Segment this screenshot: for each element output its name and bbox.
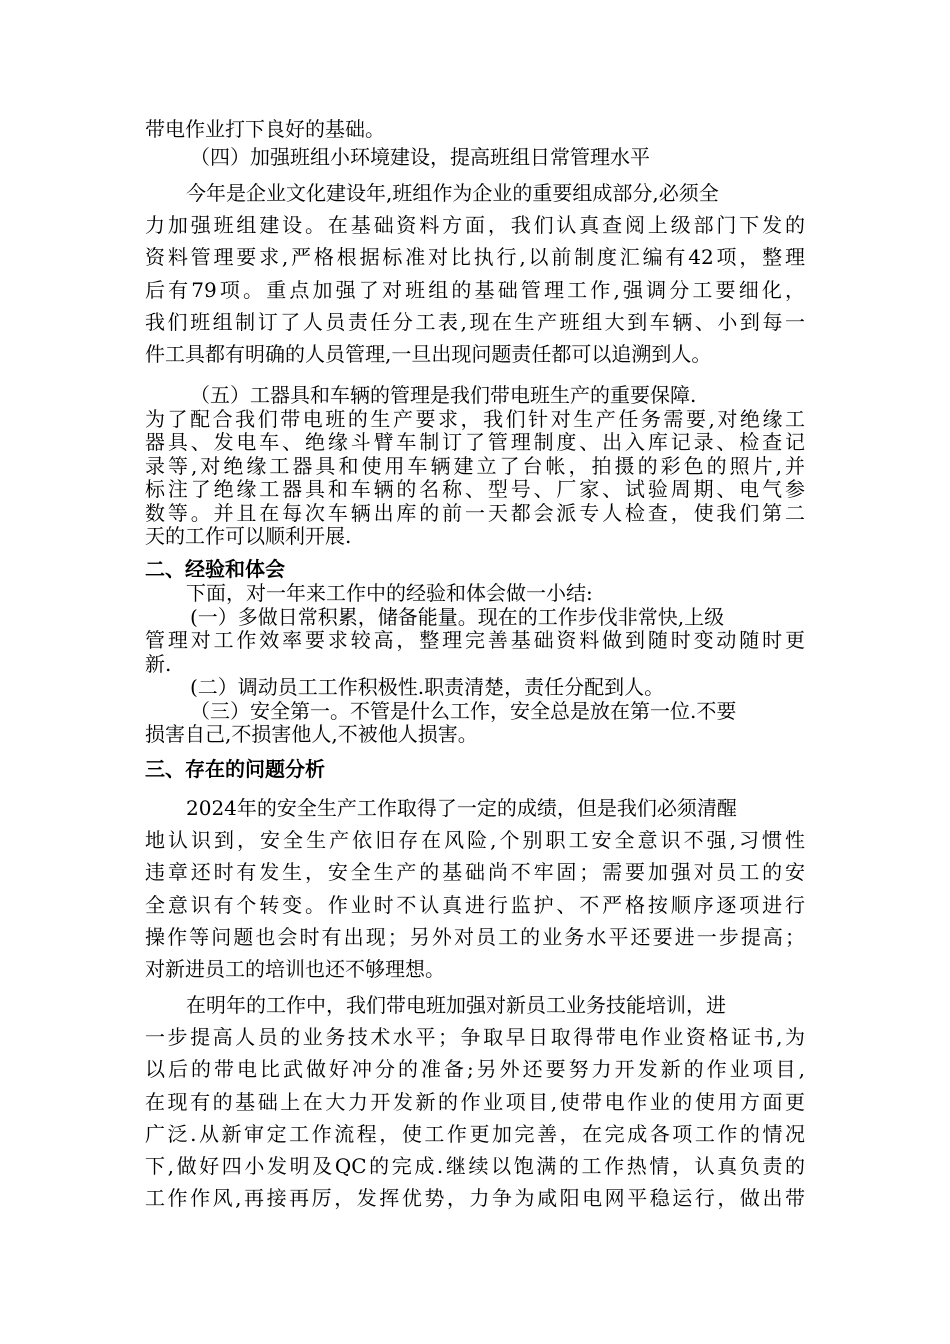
text-line: 后有79项。重点加强了对班组的基础管理工作,强调分工要细化， xyxy=(145,277,805,302)
text-line: 2024年的安全生产工作取得了一定的成绩，但是我们必须清醒 xyxy=(186,796,737,820)
text-line: 天的工作可以顺利开展. xyxy=(145,524,352,548)
text-line: 今年是企业文化建设年,班组作为企业的重要组成部分,必须全 xyxy=(186,181,719,205)
text-line: 工作作风,再接再厉，发挥优势，力争为咸阳电网平稳运行，做出带 xyxy=(145,1186,805,1211)
text-line: 为了配合我们带电班的生产要求，我们针对生产任务需要,对绝缘工 xyxy=(145,406,805,431)
section-heading-problems: 三、存在的问题分析 xyxy=(145,757,325,781)
text-line: (一）多做日常积累，储备能量。现在的工作步伐非常快,上级 xyxy=(190,604,725,629)
text-line: 件工具都有明确的人员管理,一旦出现问题责任都可以追溯到人。 xyxy=(145,341,712,366)
text-line: 我们班组制订了人员责任分工表,现在生产班组大到车辆、小到每一 xyxy=(145,309,805,334)
text-line: 力加强班组建设。在基础资料方面，我们认真查阅上级部门下发的 xyxy=(145,213,805,238)
paragraph-team-building xyxy=(145,177,805,370)
text-line: 器具、发电车、绝缘斗臂车制订了管理制度、出入库记录、检查记 xyxy=(145,430,805,454)
text-line: 标注了绝缘工器具和车辆的名称、型号、厂家、试验周期、电气参 xyxy=(145,477,805,501)
text-line: 数等。并且在每次车辆出库的前一天都会派专人检查，使我们第二 xyxy=(145,500,805,525)
text-line: 操作等问题也会时有出现；另外对员工的业务水平还要进一步提高； xyxy=(145,924,805,949)
paragraph-next-year xyxy=(145,989,805,1214)
section-subheading: （四）加强班组小环境建设，提高班组日常管理水平 xyxy=(190,145,650,169)
text-line: 对新进员工的培训也还不够理想。 xyxy=(145,956,445,981)
text-line: 违章还时有发生，安全生产的基础尚不牢固；需要加强对员工的安 xyxy=(145,860,805,885)
paragraph-intro xyxy=(145,115,805,171)
text-line: 新. xyxy=(145,651,172,676)
text-line: 损害自己,不损害他人,不被他人损害。 xyxy=(145,722,478,746)
text-line: 地认识到，安全生产依旧存在风险,个别职工安全意识不强,习惯性 xyxy=(145,828,805,853)
section-subheading: （五）工器具和车辆的管理是我们带电班生产的重要保障. xyxy=(190,383,697,407)
text-line: 录等,对绝缘工器具和使用车辆建立了台帐，拍摄的彩色的照片,并 xyxy=(145,453,805,478)
paragraph-experience xyxy=(145,582,805,747)
text-line: （三）安全第一。不管是什么工作，安全总是放在第一位.不要 xyxy=(190,698,737,723)
text-line: 广泛.从新审定工作流程，使工作更加完善，在完成各项工作的情况 xyxy=(145,1121,805,1146)
text-line: 在明年的工作中，我们带电班加强对新员工业务技能培训，进 xyxy=(186,993,726,1017)
text-line: 在现有的基础上在大力开发新的作业项目,使带电作业的使用方面更 xyxy=(145,1089,805,1114)
text-line: 以后的带电比武做好冲分的准备;另外还要努力开发新的作业项目, xyxy=(145,1057,805,1082)
text-line: (二）调动员工工作积极性.职责清楚，责任分配到人。 xyxy=(190,675,665,699)
paragraph-problems xyxy=(145,792,805,985)
text-line: 管理对工作效率要求较高，整理完善基础资料做到随时变动随时更 xyxy=(145,628,805,652)
text-line: 全意识有个转变。作业时不认真进行监护、不严格按顺序逐项进行 xyxy=(145,892,805,917)
text-line: 带电作业打下良好的基础。 xyxy=(145,117,385,141)
text-line: 一步提高人员的业务技术水平；争取早日取得带电作业资格证书,为 xyxy=(145,1025,805,1050)
text-line: 下,做好四小发明及QC的完成.继续以饱满的工作热情，认真负责的 xyxy=(145,1153,805,1178)
paragraph-tools-vehicles xyxy=(145,384,805,549)
text-line: 资料管理要求,严格根据标准对比执行,以前制度汇编有42项，整理 xyxy=(145,245,805,270)
text-line: 下面，对一年来工作中的经验和体会做一小结: xyxy=(186,581,593,605)
section-heading-experience: 二、经验和体会 xyxy=(145,557,285,581)
